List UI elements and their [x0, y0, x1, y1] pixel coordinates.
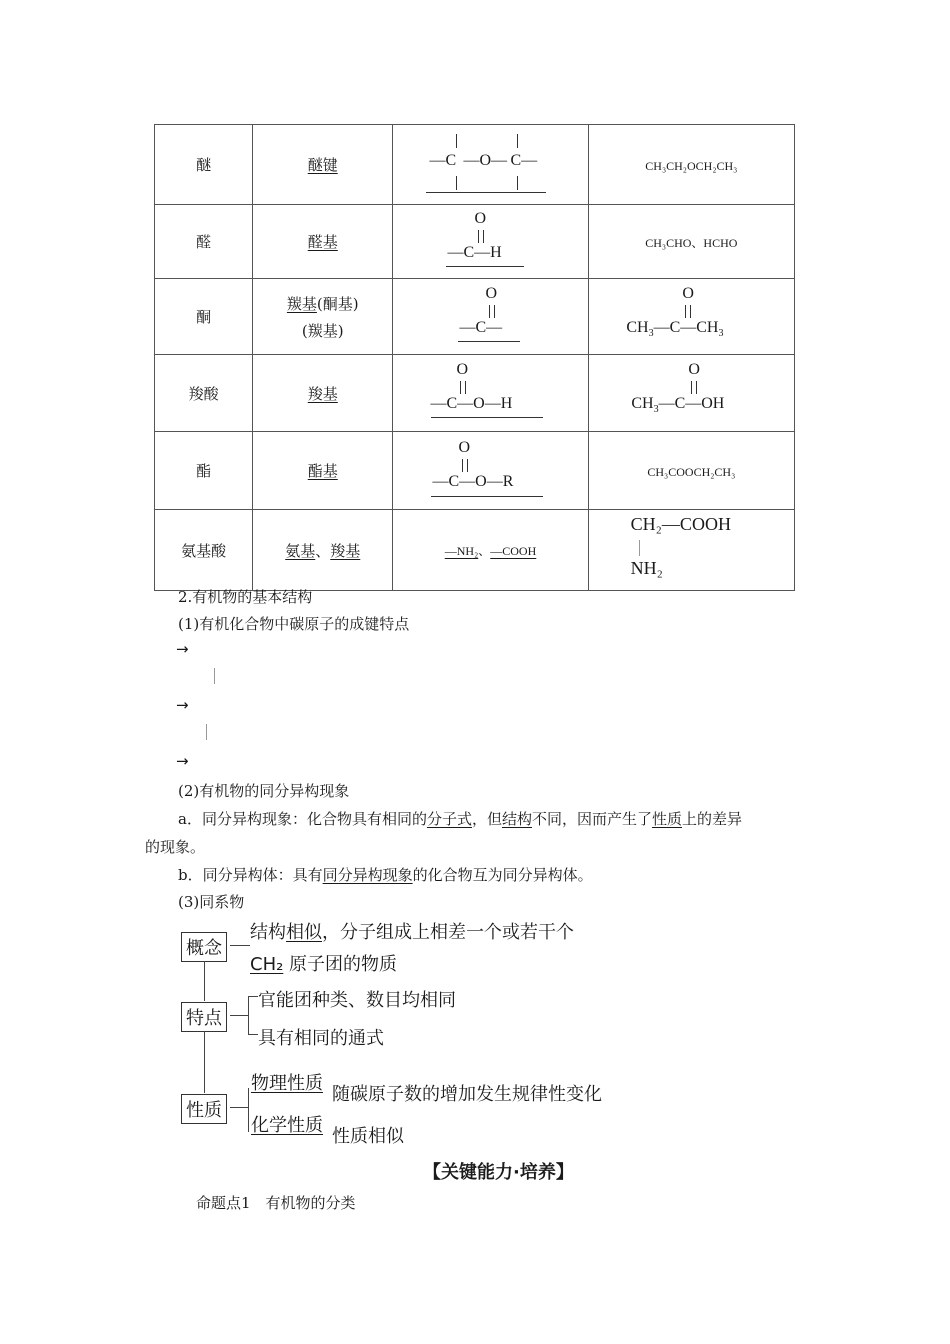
group-cell: 醛基 [253, 205, 393, 279]
table-row [155, 279, 795, 355]
table-row [155, 510, 795, 591]
ether-structure: —C —O— C— [426, 130, 556, 200]
example-cell: CH₃CH₂OCH₂CH₃ [588, 125, 794, 205]
structure-cell [393, 279, 588, 355]
subsection: (1)有机化合物中碳原子的成键特点 [178, 615, 410, 633]
structure-cell: —NH₂、—COOH [393, 510, 588, 591]
example-cell [588, 279, 794, 355]
arrow-icon: → [176, 752, 189, 770]
subsection: (2)有机物的同分异构现象 [178, 782, 350, 800]
section-heading: 2.有机物的基本结构 [178, 588, 313, 606]
topic-label: 命题点1 有机物的分类 [196, 1194, 356, 1212]
property-chemical-desc: 性质相似 [332, 1126, 404, 1147]
acetic-acid-structure: O $CH_3—C—OH$ [631, 361, 725, 416]
example-cell: CH₃COOCH₂CH₃ [588, 432, 794, 510]
group-cell: 氨基、羧基 [253, 510, 393, 591]
paragraph-a: a．同分异构现象：化合物具有相同的分子式，但结构不同，因而产生了性质上的差异 [178, 810, 743, 828]
structure-cell [393, 125, 588, 205]
property-physical-desc: 随碳原子数的增加发生规律性变化 [332, 1084, 602, 1105]
group-name: 醚键 [307, 156, 338, 174]
structure-cell [393, 355, 588, 432]
property-chemical: 化学性质 [251, 1115, 323, 1136]
acetone-structure: O $CH_3—C—CH_3$ [626, 284, 724, 339]
paragraph-a-cont: 的现象。 [145, 838, 206, 856]
paragraph-b: b．同分异构体：具有同分异构现象的化合物互为同分异构体。 [178, 866, 593, 884]
feature-box: 特点 [181, 1002, 227, 1032]
group-cell: 酯基 [253, 432, 393, 510]
structure-cell [393, 205, 588, 279]
arrow-icon: → [176, 696, 189, 714]
example-cell: CH₃CHO、HCHO [588, 205, 794, 279]
property-physical: 物理性质 [251, 1073, 323, 1094]
carboxyl-structure: O —C—O—H [431, 361, 551, 425]
aldehyde-structure: O —C—H [446, 210, 536, 274]
feature-2: 具有相同的通式 [258, 1028, 384, 1049]
ester-structure: O —C—O—R [431, 439, 551, 503]
example-cell [588, 355, 794, 432]
class-cell: 醚 [155, 125, 253, 205]
group-cell: 羰基(酮基) (羰基) [253, 279, 393, 355]
section-title: 【关键能力·培养】 [423, 1162, 574, 1183]
divider [206, 724, 207, 740]
class-cell: 酮 [155, 279, 253, 355]
table-row [155, 125, 795, 205]
feature-1: 官能团种类、数目均相同 [258, 990, 456, 1011]
concept-line2: CH₂ 原子团的物质 [250, 954, 398, 975]
table-row [155, 205, 795, 279]
ketone-structure: O —C— [456, 285, 526, 349]
class-cell: 醛 [155, 205, 253, 279]
arrow-icon: → [176, 640, 189, 658]
glycine-structure: CH₂—COOH NH₂ [630, 514, 731, 578]
functional-group-table [154, 124, 795, 591]
class-cell: 羧酸 [155, 355, 253, 432]
table-row [155, 432, 795, 510]
group-cell: 羧基 [253, 355, 393, 432]
structure-cell [393, 432, 588, 510]
class-cell: 酯 [155, 432, 253, 510]
property-box: 性质 [181, 1094, 227, 1124]
group-cell [253, 125, 393, 205]
subsection: (3)同系物 [178, 893, 245, 911]
table-row [155, 355, 795, 432]
example-cell [588, 510, 794, 591]
class-cell: 氨基酸 [155, 510, 253, 591]
concept-box: 概念 [181, 932, 227, 962]
concept-line1: 结构相似，分子组成上相差一个或若干个 [250, 922, 574, 943]
divider [214, 668, 215, 684]
